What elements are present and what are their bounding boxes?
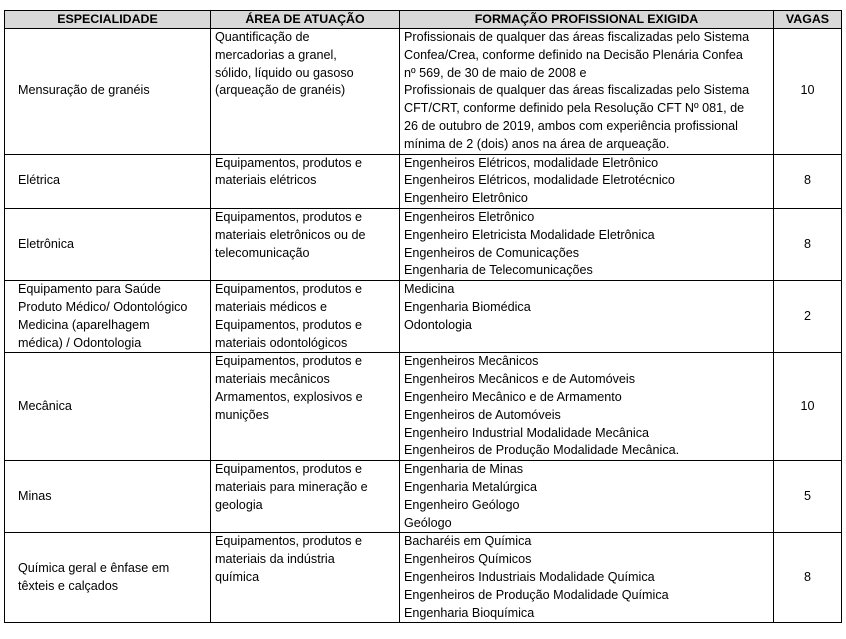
area-cell-line: materiais mecânicos <box>215 372 330 387</box>
area-cell <box>211 353 400 461</box>
header-especialidade: ESPECIALIDADE <box>5 11 211 29</box>
especialidade-cell-line: Produto Médico/ Odontológico <box>18 299 188 314</box>
area-cell <box>211 281 400 353</box>
table-row <box>5 461 842 533</box>
vagas-cell: 8 <box>774 154 842 208</box>
area-cell-line: geologia <box>215 497 263 512</box>
especialidade-cell-line: Elétrica <box>18 173 60 188</box>
formacao-cell-line: Engenharia de Minas <box>404 462 524 477</box>
vagas-table <box>4 10 842 623</box>
formacao-cell-line: Engenharia de Telecomunicações <box>404 263 593 278</box>
area-cell-line: Equipamentos, produtos e <box>215 155 363 170</box>
formacao-cell-line: Engenheiros Eletrônico <box>404 209 535 224</box>
especialidade-cell <box>5 154 211 208</box>
header-row <box>5 11 842 29</box>
formacao-cell-line: Engenheiro Eletrônico <box>404 191 528 206</box>
especialidade-cell-line: têxteis e calçados <box>18 578 119 593</box>
especialidade-cell-line: Equipamento para Saúde <box>18 282 161 297</box>
formacao-cell-line: Engenheiros de Automóveis <box>404 407 561 422</box>
area-cell-line: Armamentos, explosivos e <box>215 389 363 404</box>
area-cell-line: (arqueação de granéis) <box>215 83 346 98</box>
header-area-atuacao: ÁREA DE ATUAÇÃO <box>211 11 400 29</box>
area-cell <box>211 533 400 623</box>
formacao-cell-line: Odontologia <box>404 317 472 332</box>
area-cell-line: Equipamentos, produtos e <box>215 209 363 224</box>
especialidade-cell-line: Mensuração de granéis <box>18 83 150 98</box>
table-body <box>5 29 842 623</box>
vagas-cell: 10 <box>774 353 842 461</box>
area-cell-line: Equipamentos, produtos e <box>215 317 363 332</box>
formacao-cell-line: mínima de 2 (dois) anos na área de arqueação. <box>404 136 670 151</box>
table-row <box>5 208 842 280</box>
formacao-cell-line: Engenheiros de Produção Modalidade Química <box>404 587 669 602</box>
formacao-cell-line: Confea/Crea, conforme definido na Decisão Plenária Confea <box>404 47 743 62</box>
especialidade-cell <box>5 353 211 461</box>
formacao-cell <box>400 154 774 208</box>
formacao-cell-line: Engenharia Bioquímica <box>404 605 535 620</box>
vagas-cell: 10 <box>774 29 842 155</box>
header-formacao: FORMAÇÃO PROFISSIONAL EXIGIDA <box>400 11 774 29</box>
especialidade-cell <box>5 533 211 623</box>
formacao-cell <box>400 208 774 280</box>
formacao-cell-line: nº 569, de 30 de maio de 2008 e <box>404 65 587 80</box>
formacao-cell-line: Bacharéis em Química <box>404 534 532 549</box>
area-cell <box>211 461 400 533</box>
formacao-cell <box>400 533 774 623</box>
especialidade-cell-line: Mecânica <box>18 398 72 413</box>
vagas-cell: 5 <box>774 461 842 533</box>
area-cell-line: química <box>215 569 260 584</box>
area-cell-line: sólido, líquido ou gasoso <box>215 65 354 80</box>
area-cell-line: materiais para mineração e <box>215 479 368 494</box>
area-cell <box>211 29 400 155</box>
area-cell-line: Equipamentos, produtos e <box>215 534 363 549</box>
formacao-cell-line: Engenheiro Mecânico e de Armamento <box>404 389 622 404</box>
area-cell-line: materiais odontológicos <box>215 335 348 350</box>
especialidade-cell <box>5 29 211 155</box>
especialidade-cell-line: Eletrônica <box>18 236 75 251</box>
area-cell-line: mercadorias a granel, <box>215 47 337 62</box>
formacao-cell-line: CFT/CRT, conforme definido pela Resolução CFT Nº 081, de <box>404 101 745 116</box>
area-cell-line: telecomunicação <box>215 245 310 260</box>
vagas-cell: 8 <box>774 208 842 280</box>
formacao-cell-line: Engenheiro Geólogo <box>404 497 520 512</box>
area-cell-line: Equipamentos, produtos e <box>215 282 363 297</box>
especialidade-cell-line: Medicina (aparelhagem <box>18 317 150 332</box>
formacao-cell <box>400 29 774 155</box>
table-row <box>5 281 842 353</box>
formacao-cell <box>400 281 774 353</box>
area-cell-line: Equipamentos, produtos e <box>215 354 363 369</box>
especialidade-cell-line: Química geral e ênfase em <box>18 561 170 575</box>
formacao-cell-line: Engenheiros de Comunicações <box>404 245 580 260</box>
formacao-cell <box>400 461 774 533</box>
area-cell-line: materiais eletrônicos ou de <box>215 227 366 242</box>
especialidade-cell <box>5 208 211 280</box>
formacao-cell-line: Engenheiros Químicos <box>404 552 532 567</box>
area-cell-line: materiais médicos e <box>215 299 327 314</box>
area-cell <box>211 154 400 208</box>
especialidade-cell <box>5 281 211 353</box>
formacao-cell-line: 26 de outubro de 2019, ambos com experiência profissional <box>404 118 738 133</box>
area-cell-line: munições <box>215 407 269 422</box>
table-row <box>5 533 842 623</box>
formacao-cell-line: Engenheiros Elétricos, modalidade Eletrotécnico <box>404 173 675 188</box>
formacao-cell-line: Engenheiro Eletricista Modalidade Eletrônica <box>404 227 655 242</box>
formacao-cell-line: Engenheiros de Produção Modalidade Mecânica. <box>404 443 680 458</box>
formacao-cell-line: Engenheiros Mecânicos <box>404 354 539 369</box>
especialidade-cell-line: médica) / Odontologia <box>18 335 142 350</box>
formacao-cell-line: Geólogo <box>404 515 452 530</box>
area-cell-line: Quantificação de <box>215 30 310 44</box>
area-cell <box>211 208 400 280</box>
formacao-cell-line: Medicina <box>404 282 455 297</box>
table-row <box>5 29 842 155</box>
area-cell-line: materiais elétricos <box>215 173 317 188</box>
header-vagas: VAGAS <box>774 11 842 29</box>
vagas-cell: 8 <box>774 533 842 623</box>
formacao-cell-line: Profissionais de qualquer das áreas fiscalizadas pelo Sistema <box>404 83 750 98</box>
formacao-cell-line: Engenheiros Elétricos, modalidade Eletrônico <box>404 155 659 170</box>
especialidade-cell-line: Minas <box>18 488 52 503</box>
vagas-cell: 2 <box>774 281 842 353</box>
table-row <box>5 154 842 208</box>
formacao-cell-line: Engenharia Biomédica <box>404 299 531 314</box>
formacao-cell-line: Engenheiro Industrial Modalidade Mecânica <box>404 425 650 440</box>
area-cell-line: materiais da indústria <box>215 552 335 567</box>
formacao-cell-line: Engenharia Metalúrgica <box>404 479 538 494</box>
formacao-cell <box>400 353 774 461</box>
formacao-cell-line: Engenheiros Industriais Modalidade Química <box>404 569 655 584</box>
table-row <box>5 353 842 461</box>
especialidade-cell <box>5 461 211 533</box>
formacao-cell-line: Engenheiros Mecânicos e de Automóveis <box>404 372 636 387</box>
area-cell-line: Equipamentos, produtos e <box>215 462 363 477</box>
formacao-cell-line: Profissionais de qualquer das áreas fiscalizadas pelo Sistema <box>404 30 750 44</box>
